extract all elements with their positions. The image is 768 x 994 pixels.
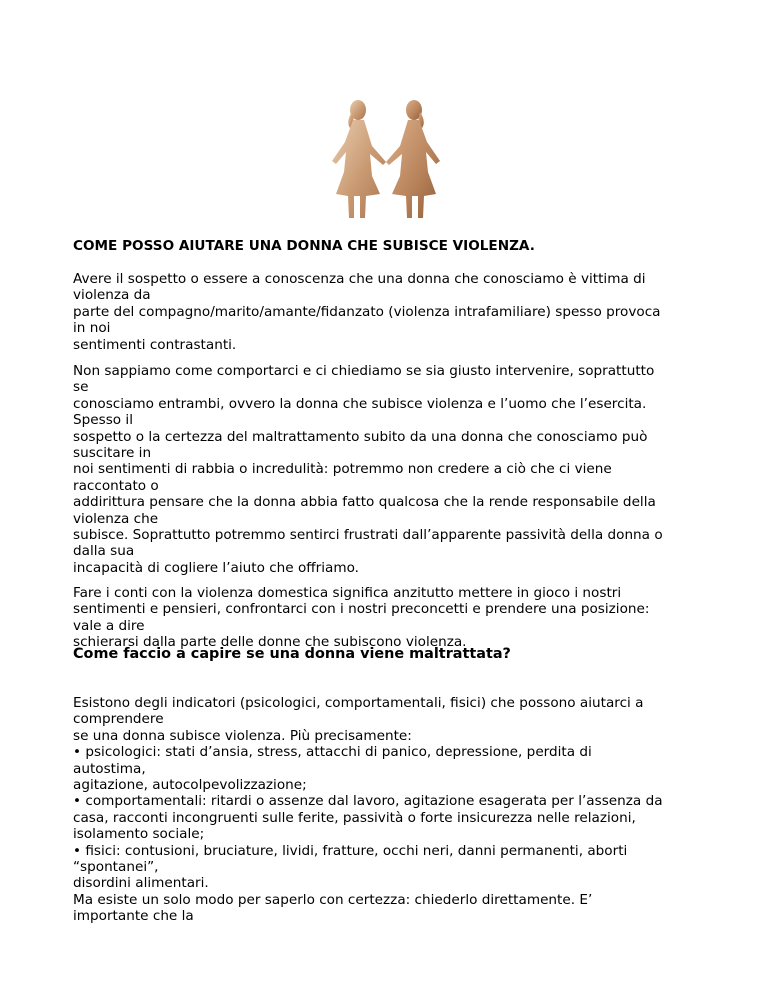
text-line: incapacità di cogliere l’aiuto che offriamo. xyxy=(73,559,360,576)
text-line: autostima, xyxy=(73,760,146,777)
text-line: sentimenti e pensieri, confrontarci con i nostri preconcetti e prendere una posizione: xyxy=(73,601,650,618)
text-line: • comportamentali: ritardi o assenze dal lavoro, agitazione esagerata per l’assenza da xyxy=(73,793,663,810)
text-line: se una donna subisce violenza. Più precisamente: xyxy=(73,727,412,744)
text-line: in noi xyxy=(73,320,111,337)
text-line: agitazione, autocolpevolizzazione; xyxy=(73,777,307,794)
paragraph-domestic-violence xyxy=(73,585,703,651)
text-line: parte del compagno/marito/amante/fidanzato (violenza intrafamiliare) spesso provoca xyxy=(73,303,661,320)
text-line: dalla sua xyxy=(73,543,135,560)
text-line: Non sappiamo come comportarci e ci chiediamo se sia giusto intervenire, soprattutto xyxy=(73,363,655,379)
text-line: violenza che xyxy=(73,510,159,527)
text-line: Spesso il xyxy=(73,412,133,429)
right-doll-icon xyxy=(386,100,440,218)
text-line: Ma esiste un solo modo per saperlo con certezza: chiederlo direttamente. E’ xyxy=(73,891,593,908)
document-title: COME POSSO AIUTARE UNA DONNA CHE SUBISCE VIOLENZA. xyxy=(73,238,535,254)
text-line: raccontato o xyxy=(73,477,159,494)
text-line: Esistono degli indicatori (psicologici, comportamentali, fisici) che possono aiutarci a xyxy=(73,695,644,711)
text-line: • psicologici: stati d’ansia, stress, attacchi di panico, depressione, perdita di xyxy=(73,744,592,761)
paragraph-uncertainty xyxy=(73,363,703,576)
text-line: • fisici: contusioni, bruciature, lividi, fratture, occhi neri, danni permanenti, aborti xyxy=(73,842,628,859)
text-line: noi sentimenti di rabbia o incredulità: potremmo non credere a ciò che ci viene xyxy=(73,461,612,478)
text-line: schierarsi dalla parte delle donne che subiscono violenza. xyxy=(73,634,467,651)
text-line: comprendere xyxy=(73,711,164,728)
text-line: Avere il sospetto o essere a conoscenza che una donna che conosciamo è vittima di xyxy=(73,271,646,287)
text-line: suscitare in xyxy=(73,445,152,462)
text-line: addirittura pensare che la donna abbia fatto qualcosa che la rende responsabile della xyxy=(73,494,656,511)
paragraph-intro xyxy=(73,271,703,353)
text-line: “spontanei”, xyxy=(73,859,159,876)
text-line: disordini alimentari. xyxy=(73,875,209,892)
text-line: violenza da xyxy=(73,287,151,304)
text-line: subisce. Soprattutto potremmo sentirci frustrati dall’apparente passività della donna o xyxy=(73,527,663,544)
text-line: se xyxy=(73,379,89,396)
text-line: importante che la xyxy=(73,908,194,925)
text-line: sospetto o la certezza del maltrattamento subito da una donna che conosciamo può xyxy=(73,428,648,445)
text-line: conosciamo entrambi, ovvero la donna che subisce violenza e l’uomo che l’esercita. xyxy=(73,395,647,412)
text-line: vale a dire xyxy=(73,617,145,634)
paragraph-indicators xyxy=(73,695,703,925)
text-line: sentimenti contrastanti. xyxy=(73,336,237,353)
text-line: Fare i conti con la violenza domestica significa anzitutto mettere in gioco i nostri xyxy=(73,585,622,601)
section-subheading: Come faccio a capire se una donna viene maltrattata? xyxy=(73,646,511,662)
paper-dolls-illustration xyxy=(328,98,444,220)
left-doll-icon xyxy=(332,100,386,218)
text-line: isolamento sociale; xyxy=(73,826,205,843)
text-line: casa, racconti incongruenti sulle ferite, passività o forte insicurezza nelle relazioni, xyxy=(73,809,636,826)
